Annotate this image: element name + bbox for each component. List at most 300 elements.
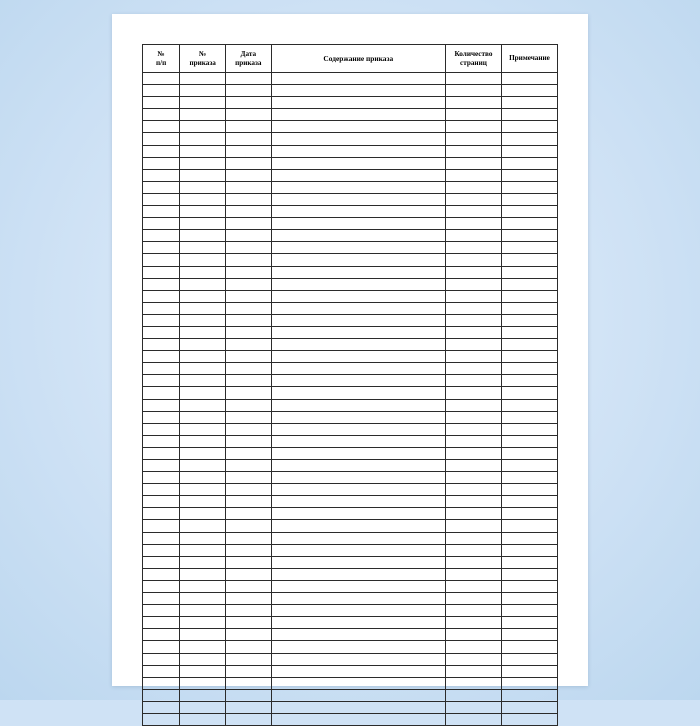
table-cell-order_date[interactable] <box>225 121 271 133</box>
table-cell-order_date[interactable] <box>225 326 271 338</box>
table-row[interactable] <box>143 447 558 459</box>
table-cell-num[interactable] <box>143 665 180 677</box>
table-cell-num[interactable] <box>143 109 180 121</box>
table-cell-content[interactable] <box>271 157 445 169</box>
table-cell-order_no[interactable] <box>180 242 226 254</box>
table-row[interactable] <box>143 181 558 193</box>
table-cell-order_date[interactable] <box>225 641 271 653</box>
table-cell-pages[interactable] <box>445 85 501 97</box>
table-cell-num[interactable] <box>143 653 180 665</box>
table-cell-pages[interactable] <box>445 314 501 326</box>
table-cell-content[interactable] <box>271 181 445 193</box>
table-cell-content[interactable] <box>271 496 445 508</box>
table-row[interactable] <box>143 254 558 266</box>
table-cell-content[interactable] <box>271 544 445 556</box>
table-cell-order_no[interactable] <box>180 568 226 580</box>
table-cell-order_date[interactable] <box>225 314 271 326</box>
table-cell-pages[interactable] <box>445 713 501 725</box>
table-cell-order_no[interactable] <box>180 701 226 713</box>
table-cell-pages[interactable] <box>445 617 501 629</box>
table-row[interactable] <box>143 85 558 97</box>
table-cell-order_no[interactable] <box>180 351 226 363</box>
table-cell-num[interactable] <box>143 472 180 484</box>
table-cell-order_no[interactable] <box>180 339 226 351</box>
table-cell-content[interactable] <box>271 73 445 85</box>
table-cell-order_no[interactable] <box>180 593 226 605</box>
table-cell-order_no[interactable] <box>180 266 226 278</box>
table-cell-num[interactable] <box>143 629 180 641</box>
table-cell-order_no[interactable] <box>180 193 226 205</box>
table-row[interactable] <box>143 351 558 363</box>
table-cell-note[interactable] <box>501 181 557 193</box>
table-cell-order_no[interactable] <box>180 302 226 314</box>
table-cell-order_no[interactable] <box>180 411 226 423</box>
table-cell-content[interactable] <box>271 556 445 568</box>
table-cell-content[interactable] <box>271 435 445 447</box>
table-cell-order_date[interactable] <box>225 193 271 205</box>
table-cell-note[interactable] <box>501 568 557 580</box>
table-cell-pages[interactable] <box>445 363 501 375</box>
table-cell-note[interactable] <box>501 556 557 568</box>
table-cell-content[interactable] <box>271 145 445 157</box>
table-cell-content[interactable] <box>271 568 445 580</box>
table-cell-num[interactable] <box>143 145 180 157</box>
table-cell-note[interactable] <box>501 206 557 218</box>
table-cell-order_date[interactable] <box>225 266 271 278</box>
table-cell-order_no[interactable] <box>180 677 226 689</box>
table-cell-pages[interactable] <box>445 435 501 447</box>
table-cell-content[interactable] <box>271 665 445 677</box>
table-cell-content[interactable] <box>271 302 445 314</box>
table-cell-num[interactable] <box>143 242 180 254</box>
table-cell-num[interactable] <box>143 568 180 580</box>
table-cell-content[interactable] <box>271 290 445 302</box>
table-cell-pages[interactable] <box>445 701 501 713</box>
table-cell-note[interactable] <box>501 617 557 629</box>
table-row[interactable] <box>143 97 558 109</box>
table-cell-note[interactable] <box>501 580 557 592</box>
table-cell-order_date[interactable] <box>225 206 271 218</box>
table-cell-note[interactable] <box>501 653 557 665</box>
table-cell-order_date[interactable] <box>225 133 271 145</box>
table-cell-order_no[interactable] <box>180 423 226 435</box>
table-row[interactable] <box>143 556 558 568</box>
table-cell-order_no[interactable] <box>180 121 226 133</box>
table-cell-num[interactable] <box>143 617 180 629</box>
table-cell-num[interactable] <box>143 580 180 592</box>
table-cell-pages[interactable] <box>445 145 501 157</box>
table-cell-note[interactable] <box>501 399 557 411</box>
table-cell-note[interactable] <box>501 302 557 314</box>
table-row[interactable] <box>143 169 558 181</box>
table-row[interactable] <box>143 206 558 218</box>
table-cell-num[interactable] <box>143 532 180 544</box>
table-cell-order_no[interactable] <box>180 363 226 375</box>
table-row[interactable] <box>143 339 558 351</box>
table-cell-num[interactable] <box>143 97 180 109</box>
table-cell-pages[interactable] <box>445 278 501 290</box>
table-cell-num[interactable] <box>143 447 180 459</box>
table-row[interactable] <box>143 544 558 556</box>
table-cell-order_no[interactable] <box>180 230 226 242</box>
table-cell-pages[interactable] <box>445 254 501 266</box>
table-row[interactable] <box>143 629 558 641</box>
table-cell-note[interactable] <box>501 133 557 145</box>
table-cell-content[interactable] <box>271 218 445 230</box>
table-cell-pages[interactable] <box>445 242 501 254</box>
table-cell-content[interactable] <box>271 399 445 411</box>
table-cell-order_date[interactable] <box>225 580 271 592</box>
table-cell-pages[interactable] <box>445 665 501 677</box>
table-cell-order_date[interactable] <box>225 460 271 472</box>
table-cell-content[interactable] <box>271 97 445 109</box>
table-cell-order_no[interactable] <box>180 617 226 629</box>
table-cell-num[interactable] <box>143 641 180 653</box>
table-cell-note[interactable] <box>501 713 557 725</box>
table-cell-order_date[interactable] <box>225 351 271 363</box>
table-cell-pages[interactable] <box>445 399 501 411</box>
table-cell-order_no[interactable] <box>180 641 226 653</box>
table-cell-note[interactable] <box>501 411 557 423</box>
table-cell-pages[interactable] <box>445 508 501 520</box>
table-cell-order_no[interactable] <box>180 73 226 85</box>
table-cell-pages[interactable] <box>445 677 501 689</box>
table-row[interactable] <box>143 605 558 617</box>
table-cell-num[interactable] <box>143 230 180 242</box>
table-row[interactable] <box>143 653 558 665</box>
table-row[interactable] <box>143 665 558 677</box>
table-cell-note[interactable] <box>501 387 557 399</box>
table-cell-note[interactable] <box>501 85 557 97</box>
table-cell-content[interactable] <box>271 326 445 338</box>
table-cell-order_date[interactable] <box>225 447 271 459</box>
table-cell-note[interactable] <box>501 73 557 85</box>
table-cell-order_date[interactable] <box>225 605 271 617</box>
table-cell-order_no[interactable] <box>180 375 226 387</box>
table-row[interactable] <box>143 713 558 725</box>
table-cell-num[interactable] <box>143 605 180 617</box>
table-cell-order_no[interactable] <box>180 97 226 109</box>
table-row[interactable] <box>143 520 558 532</box>
table-cell-num[interactable] <box>143 121 180 133</box>
table-cell-num[interactable] <box>143 85 180 97</box>
table-cell-pages[interactable] <box>445 423 501 435</box>
table-cell-order_no[interactable] <box>180 109 226 121</box>
table-row[interactable] <box>143 109 558 121</box>
table-cell-content[interactable] <box>271 460 445 472</box>
table-cell-order_date[interactable] <box>225 254 271 266</box>
table-cell-num[interactable] <box>143 484 180 496</box>
table-cell-note[interactable] <box>501 339 557 351</box>
table-cell-order_date[interactable] <box>225 713 271 725</box>
table-cell-num[interactable] <box>143 399 180 411</box>
table-cell-order_no[interactable] <box>180 605 226 617</box>
table-cell-pages[interactable] <box>445 387 501 399</box>
table-cell-content[interactable] <box>271 351 445 363</box>
table-cell-order_date[interactable] <box>225 496 271 508</box>
table-cell-pages[interactable] <box>445 206 501 218</box>
table-cell-num[interactable] <box>143 411 180 423</box>
table-cell-note[interactable] <box>501 254 557 266</box>
table-cell-num[interactable] <box>143 218 180 230</box>
table-cell-content[interactable] <box>271 472 445 484</box>
table-cell-order_no[interactable] <box>180 580 226 592</box>
table-cell-order_date[interactable] <box>225 520 271 532</box>
table-cell-order_date[interactable] <box>225 169 271 181</box>
table-cell-content[interactable] <box>271 387 445 399</box>
table-cell-order_no[interactable] <box>180 520 226 532</box>
table-cell-content[interactable] <box>271 447 445 459</box>
table-cell-order_date[interactable] <box>225 665 271 677</box>
table-cell-order_no[interactable] <box>180 181 226 193</box>
table-cell-note[interactable] <box>501 351 557 363</box>
table-cell-note[interactable] <box>501 230 557 242</box>
table-cell-order_date[interactable] <box>225 411 271 423</box>
table-row[interactable] <box>143 472 558 484</box>
table-cell-content[interactable] <box>271 520 445 532</box>
table-row[interactable] <box>143 302 558 314</box>
table-cell-note[interactable] <box>501 326 557 338</box>
table-row[interactable] <box>143 121 558 133</box>
table-cell-pages[interactable] <box>445 121 501 133</box>
table-cell-content[interactable] <box>271 580 445 592</box>
table-cell-pages[interactable] <box>445 653 501 665</box>
table-cell-note[interactable] <box>501 314 557 326</box>
table-cell-order_no[interactable] <box>180 85 226 97</box>
table-cell-content[interactable] <box>271 339 445 351</box>
table-cell-note[interactable] <box>501 157 557 169</box>
table-cell-note[interactable] <box>501 435 557 447</box>
table-cell-num[interactable] <box>143 314 180 326</box>
table-row[interactable] <box>143 363 558 375</box>
table-cell-num[interactable] <box>143 423 180 435</box>
table-cell-note[interactable] <box>501 544 557 556</box>
table-cell-note[interactable] <box>501 460 557 472</box>
table-cell-order_date[interactable] <box>225 544 271 556</box>
table-cell-order_date[interactable] <box>225 363 271 375</box>
table-cell-pages[interactable] <box>445 169 501 181</box>
table-cell-pages[interactable] <box>445 472 501 484</box>
table-cell-num[interactable] <box>143 387 180 399</box>
table-cell-num[interactable] <box>143 302 180 314</box>
table-cell-note[interactable] <box>501 701 557 713</box>
table-cell-order_no[interactable] <box>180 544 226 556</box>
table-cell-note[interactable] <box>501 532 557 544</box>
table-row[interactable] <box>143 617 558 629</box>
table-cell-num[interactable] <box>143 254 180 266</box>
table-row[interactable] <box>143 278 558 290</box>
table-row[interactable] <box>143 399 558 411</box>
table-cell-num[interactable] <box>143 206 180 218</box>
table-cell-order_date[interactable] <box>225 290 271 302</box>
table-cell-num[interactable] <box>143 701 180 713</box>
table-cell-content[interactable] <box>271 266 445 278</box>
table-cell-note[interactable] <box>501 520 557 532</box>
table-cell-num[interactable] <box>143 73 180 85</box>
table-cell-content[interactable] <box>271 508 445 520</box>
table-cell-note[interactable] <box>501 629 557 641</box>
table-cell-pages[interactable] <box>445 133 501 145</box>
table-cell-content[interactable] <box>271 169 445 181</box>
table-cell-pages[interactable] <box>445 544 501 556</box>
table-cell-order_date[interactable] <box>225 701 271 713</box>
table-cell-pages[interactable] <box>445 556 501 568</box>
table-cell-order_no[interactable] <box>180 653 226 665</box>
table-cell-order_no[interactable] <box>180 157 226 169</box>
table-cell-order_date[interactable] <box>225 484 271 496</box>
table-cell-note[interactable] <box>501 447 557 459</box>
table-cell-order_date[interactable] <box>225 677 271 689</box>
table-cell-order_no[interactable] <box>180 447 226 459</box>
table-cell-num[interactable] <box>143 508 180 520</box>
table-cell-pages[interactable] <box>445 641 501 653</box>
table-cell-num[interactable] <box>143 290 180 302</box>
table-cell-pages[interactable] <box>445 290 501 302</box>
table-row[interactable] <box>143 593 558 605</box>
table-cell-note[interactable] <box>501 472 557 484</box>
table-cell-order_no[interactable] <box>180 496 226 508</box>
table-row[interactable] <box>143 484 558 496</box>
table-cell-num[interactable] <box>143 169 180 181</box>
table-cell-content[interactable] <box>271 701 445 713</box>
table-cell-num[interactable] <box>143 593 180 605</box>
table-cell-num[interactable] <box>143 266 180 278</box>
table-cell-content[interactable] <box>271 641 445 653</box>
table-cell-order_no[interactable] <box>180 484 226 496</box>
table-cell-order_date[interactable] <box>225 109 271 121</box>
table-cell-pages[interactable] <box>445 157 501 169</box>
table-row[interactable] <box>143 508 558 520</box>
table-row[interactable] <box>143 532 558 544</box>
table-cell-note[interactable] <box>501 496 557 508</box>
table-cell-content[interactable] <box>271 629 445 641</box>
table-cell-note[interactable] <box>501 121 557 133</box>
table-row[interactable] <box>143 375 558 387</box>
table-cell-order_no[interactable] <box>180 145 226 157</box>
table-cell-num[interactable] <box>143 544 180 556</box>
table-cell-content[interactable] <box>271 375 445 387</box>
table-cell-pages[interactable] <box>445 411 501 423</box>
table-row[interactable] <box>143 580 558 592</box>
table-cell-order_date[interactable] <box>225 242 271 254</box>
table-cell-order_date[interactable] <box>225 387 271 399</box>
table-row[interactable] <box>143 230 558 242</box>
table-cell-order_no[interactable] <box>180 387 226 399</box>
table-cell-order_no[interactable] <box>180 254 226 266</box>
table-cell-content[interactable] <box>271 653 445 665</box>
table-cell-note[interactable] <box>501 169 557 181</box>
table-cell-content[interactable] <box>271 532 445 544</box>
table-cell-pages[interactable] <box>445 193 501 205</box>
table-cell-num[interactable] <box>143 375 180 387</box>
table-cell-order_date[interactable] <box>225 302 271 314</box>
table-cell-order_no[interactable] <box>180 399 226 411</box>
table-cell-pages[interactable] <box>445 218 501 230</box>
table-cell-order_date[interactable] <box>225 97 271 109</box>
table-row[interactable] <box>143 193 558 205</box>
table-cell-note[interactable] <box>501 145 557 157</box>
table-cell-order_no[interactable] <box>180 169 226 181</box>
table-cell-pages[interactable] <box>445 351 501 363</box>
table-cell-pages[interactable] <box>445 629 501 641</box>
table-cell-order_no[interactable] <box>180 314 226 326</box>
table-cell-note[interactable] <box>501 218 557 230</box>
table-cell-num[interactable] <box>143 193 180 205</box>
table-cell-pages[interactable] <box>445 496 501 508</box>
table-cell-order_date[interactable] <box>225 85 271 97</box>
table-cell-content[interactable] <box>271 423 445 435</box>
table-cell-order_date[interactable] <box>225 218 271 230</box>
table-cell-content[interactable] <box>271 677 445 689</box>
table-cell-order_date[interactable] <box>225 339 271 351</box>
table-cell-order_no[interactable] <box>180 472 226 484</box>
table-cell-order_no[interactable] <box>180 508 226 520</box>
table-row[interactable] <box>143 496 558 508</box>
table-cell-pages[interactable] <box>445 580 501 592</box>
table-cell-order_no[interactable] <box>180 133 226 145</box>
table-cell-content[interactable] <box>271 85 445 97</box>
table-cell-num[interactable] <box>143 677 180 689</box>
table-cell-pages[interactable] <box>445 302 501 314</box>
table-cell-note[interactable] <box>501 508 557 520</box>
table-cell-order_date[interactable] <box>225 556 271 568</box>
table-cell-content[interactable] <box>271 278 445 290</box>
table-cell-order_date[interactable] <box>225 73 271 85</box>
table-cell-num[interactable] <box>143 133 180 145</box>
table-cell-note[interactable] <box>501 97 557 109</box>
table-row[interactable] <box>143 314 558 326</box>
table-row[interactable] <box>143 701 558 713</box>
table-cell-pages[interactable] <box>445 109 501 121</box>
table-cell-content[interactable] <box>271 109 445 121</box>
table-cell-content[interactable] <box>271 206 445 218</box>
table-cell-pages[interactable] <box>445 520 501 532</box>
table-cell-order_no[interactable] <box>180 629 226 641</box>
table-row[interactable] <box>143 73 558 85</box>
table-cell-num[interactable] <box>143 278 180 290</box>
table-row[interactable] <box>143 290 558 302</box>
table-cell-content[interactable] <box>271 593 445 605</box>
table-cell-order_no[interactable] <box>180 206 226 218</box>
table-row[interactable] <box>143 460 558 472</box>
table-cell-pages[interactable] <box>445 447 501 459</box>
table-cell-note[interactable] <box>501 242 557 254</box>
table-cell-content[interactable] <box>271 605 445 617</box>
table-cell-order_date[interactable] <box>225 508 271 520</box>
table-cell-pages[interactable] <box>445 339 501 351</box>
table-cell-order_no[interactable] <box>180 326 226 338</box>
table-cell-order_date[interactable] <box>225 532 271 544</box>
table-cell-num[interactable] <box>143 496 180 508</box>
table-cell-order_date[interactable] <box>225 653 271 665</box>
table-cell-num[interactable] <box>143 435 180 447</box>
table-cell-pages[interactable] <box>445 230 501 242</box>
table-cell-order_date[interactable] <box>225 181 271 193</box>
table-cell-order_no[interactable] <box>180 460 226 472</box>
table-cell-content[interactable] <box>271 133 445 145</box>
table-cell-order_date[interactable] <box>225 375 271 387</box>
table-cell-content[interactable] <box>271 484 445 496</box>
table-cell-num[interactable] <box>143 713 180 725</box>
table-cell-num[interactable] <box>143 326 180 338</box>
table-row[interactable] <box>143 568 558 580</box>
table-cell-note[interactable] <box>501 193 557 205</box>
table-cell-note[interactable] <box>501 484 557 496</box>
table-cell-pages[interactable] <box>445 568 501 580</box>
table-row[interactable] <box>143 266 558 278</box>
table-cell-order_no[interactable] <box>180 713 226 725</box>
table-cell-order_no[interactable] <box>180 556 226 568</box>
